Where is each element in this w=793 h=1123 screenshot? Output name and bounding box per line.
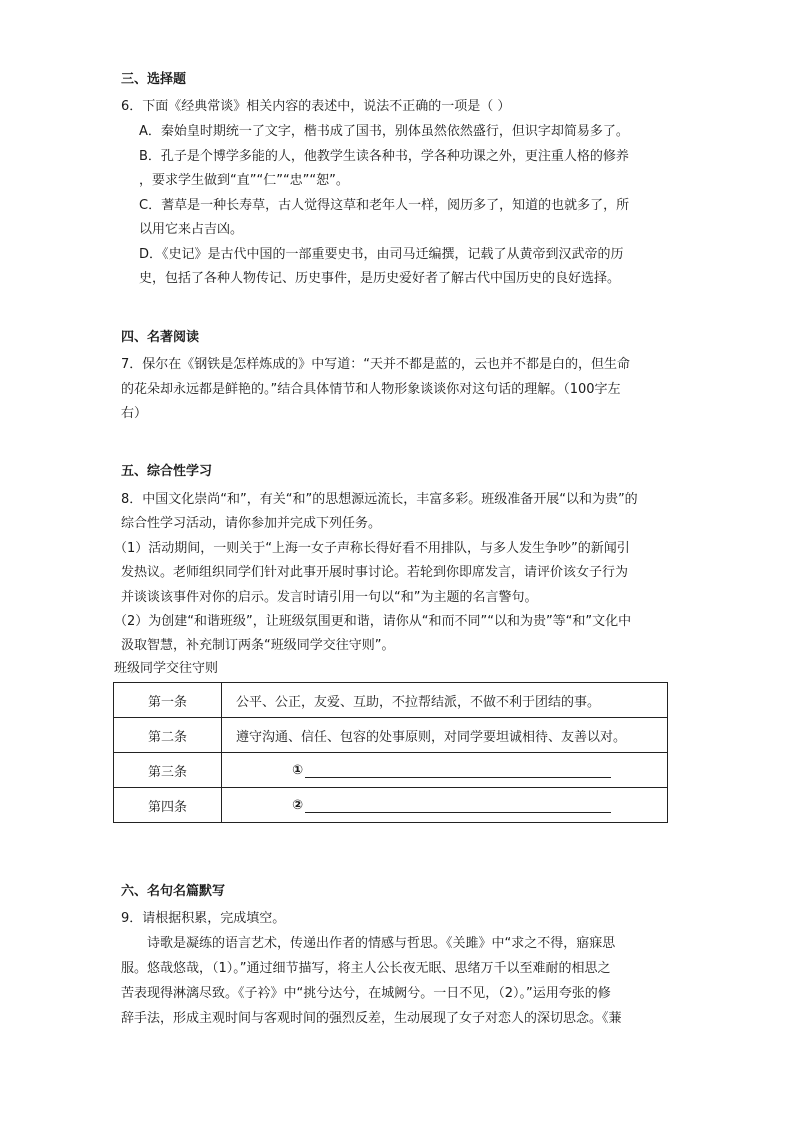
section3-heading: 三、选择题 bbox=[121, 72, 187, 87]
row-content: 公平、公正，友爱、互助，不拉帮结派，不做不利于团结的事。 bbox=[222, 683, 668, 718]
table-row bbox=[114, 683, 668, 718]
q6-stem: 6．下面《经典常谈》相关内容的表述中，说法不正确的一项是（ ） bbox=[121, 99, 511, 114]
q9-para-line3: 苦表现得淋漓尽致。《子衿》中“挑兮达兮，在城阙兮。一日不见，（2）。”运用夸张的修 bbox=[121, 986, 611, 1001]
q7-line2: 的花朵却永远都是鲜艳的。”结合具体情节和人物形象谈谈你对这句话的理解。（100字左 bbox=[121, 382, 621, 397]
row-answer-cell bbox=[222, 753, 668, 788]
q9-para-line2: 服。悠哉悠哉，（1）。”通过细节描写，将主人公长夜无眠、思绪万千以至难耐的相思之 bbox=[121, 961, 611, 976]
section5-heading: 五、综合性学习 bbox=[121, 464, 213, 479]
q8-line2: 综合性学习活动，请你参加并完成下列任务。 bbox=[121, 516, 382, 531]
q8-part1-line1: （1）活动期间，一则关于“上海一女子声称长得好看不用排队，与多人发生争吵”的新闻引 bbox=[114, 541, 630, 556]
q8-part1-line2: 发热议。老师组织同学们针对此事开展时事讨论。若轮到你即席发言，请评价该女子行为 bbox=[121, 565, 629, 580]
row-label: 第三条 bbox=[114, 753, 222, 788]
table-row bbox=[114, 788, 668, 823]
q9-stem: 9．请根据积累，完成填空。 bbox=[121, 911, 286, 926]
q8-part2-line2: 汲取智慧，补充制订两条“班级同学交往守则”。 bbox=[121, 638, 395, 653]
q7-line3: 右） bbox=[121, 406, 148, 421]
q9-para-line1: 诗歌是凝练的语言艺术，传递出作者的情感与哲思。《关雎》中“求之不得，寤寐思 bbox=[147, 936, 616, 951]
q6-option-b-line2: ，要求学生做到“直”“仁”“忠”“恕”。 bbox=[139, 173, 349, 188]
code-of-conduct-table bbox=[113, 682, 668, 823]
q6-option-c-line2: 以用它来占吉凶。 bbox=[139, 222, 244, 237]
row-label: 第一条 bbox=[114, 683, 222, 718]
row-label: 第四条 bbox=[114, 788, 222, 823]
row-answer-cell bbox=[222, 788, 668, 823]
q8-line1: 8．中国文化崇尚“和”，有关“和”的思想源远流长，丰富多彩。班级准备开展“以和为贵”的 bbox=[121, 492, 638, 507]
q6-option-a: A．秦始皇时期统一了文字，楷书成了国书，别体虽然依然盛行，但识字却简易多了。 bbox=[139, 124, 629, 139]
blank-marker-2: ② bbox=[292, 797, 304, 813]
blank-marker-1: ① bbox=[292, 762, 304, 778]
section4-heading: 四、名著阅读 bbox=[121, 330, 200, 345]
answer-blank-2[interactable] bbox=[305, 798, 611, 813]
table-title: 班级同学交往守则 bbox=[114, 661, 219, 676]
q7-line1: 7．保尔在《钢铁是怎样炼成的》中写道：“天并不都是蓝的，云也并不都是白的，但生命 bbox=[121, 357, 631, 372]
q6-option-d-line1: D．《史记》是古代中国的一部重要史书，由司马迁编撰，记载了从黄帝到汉武帝的历 bbox=[139, 247, 624, 262]
q6-option-d-line2: 史，包括了各种人物传记、历史事件，是历史爱好者了解古代中国历史的良好选择。 bbox=[139, 271, 621, 286]
table-row bbox=[114, 718, 668, 753]
q6-option-c-line1: C．蓍草是一种长寿草，古人觉得这草和老年人一样，阅历多了，知道的也就多了，所 bbox=[139, 198, 630, 213]
q6-option-b-line1: B．孔子是个博学多能的人，他教学生读各种书，学各种功课之外，更注重人格的修养 bbox=[139, 149, 629, 164]
table-row bbox=[114, 753, 668, 788]
q8-part2-line1: （2）为创建“和谐班级”，让班级氛围更和谐，请你从“和而不同”“以和为贵”等“和”文化中 bbox=[114, 614, 632, 629]
q8-part1-line3: 并谈谈该事件对你的启示。发言时请引用一句以“和”为主题的名言警句。 bbox=[121, 590, 538, 605]
answer-blank-1[interactable] bbox=[305, 763, 611, 778]
row-content: 遵守沟通、信任、包容的处事原则，对同学要坦诚相待、友善以对。 bbox=[222, 718, 668, 753]
row-label: 第二条 bbox=[114, 718, 222, 753]
q9-para-line4: 辞手法，形成主观时间与客观时间的强烈反差，生动展现了女子对恋人的深切思念。《蒹 bbox=[121, 1011, 622, 1026]
section6-heading: 六、名句名篇默写 bbox=[121, 884, 226, 899]
